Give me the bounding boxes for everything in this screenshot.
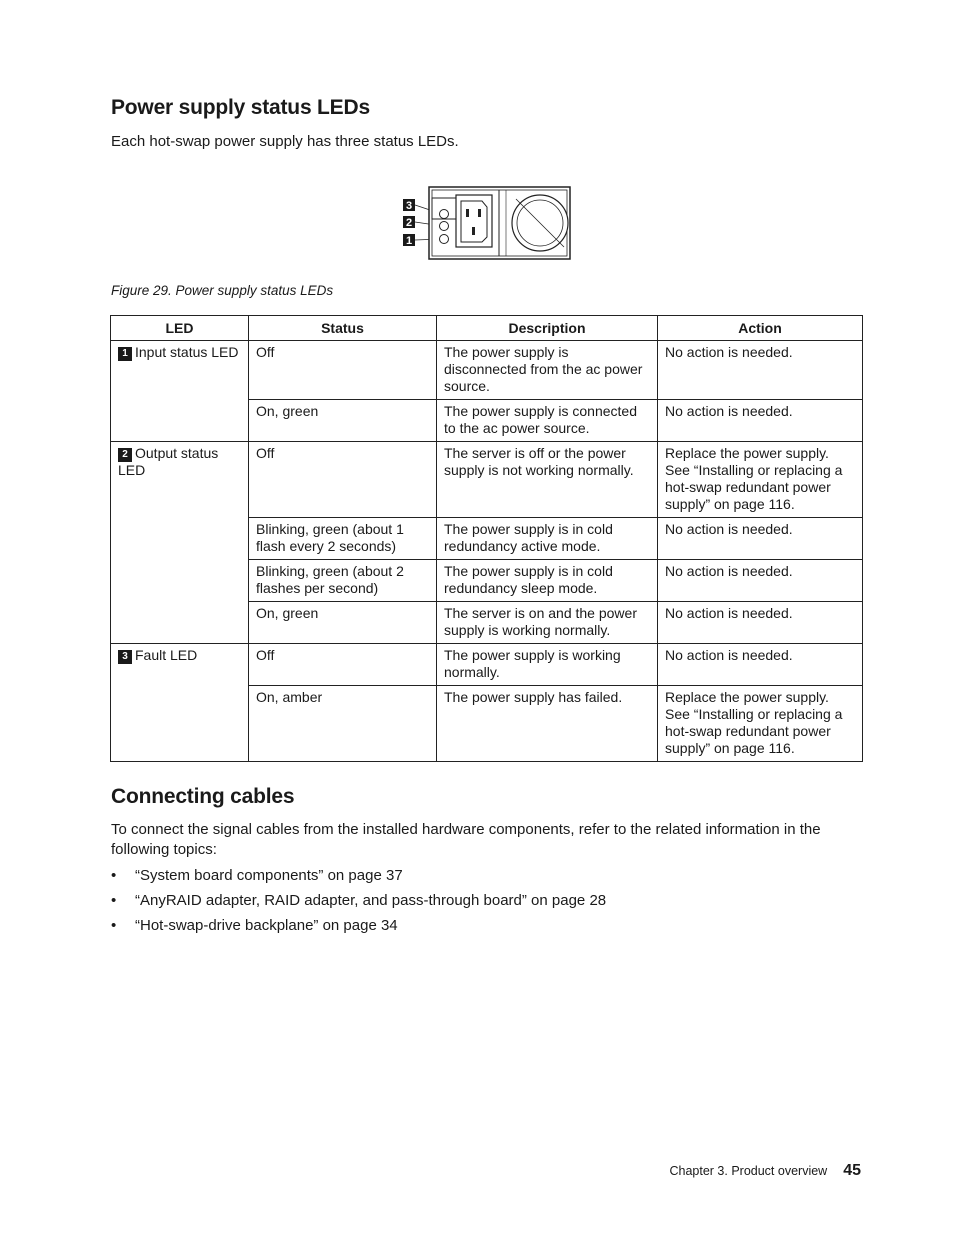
list-item bbox=[111, 866, 606, 891]
action-cell: No action is needed. bbox=[658, 560, 863, 602]
status-cell: Blinking, green (about 2 flashes per second) bbox=[249, 560, 437, 602]
description-cell: The power supply is in cold redundancy sleep mode. bbox=[437, 560, 658, 602]
led-cell bbox=[111, 644, 249, 762]
led-label: Fault LED bbox=[135, 647, 198, 663]
footer-chapter: Chapter 3. Product overview bbox=[669, 1164, 828, 1178]
callout-2 bbox=[403, 216, 415, 229]
status-cell: On, green bbox=[249, 602, 437, 644]
description-cell: The power supply is in cold redundancy active mode. bbox=[437, 518, 658, 560]
description-cell: The server is on and the power supply is working normally. bbox=[437, 602, 658, 644]
bullet: • bbox=[111, 917, 117, 934]
table-row bbox=[111, 341, 863, 400]
description-cell: The power supply is connected to the ac power source. bbox=[437, 400, 658, 442]
led-label: Output status LED bbox=[118, 445, 219, 478]
output-led-icon bbox=[440, 222, 449, 231]
status-cell: Blinking, green (about 1 flash every 2 seconds) bbox=[249, 518, 437, 560]
fault-led-icon bbox=[440, 210, 449, 219]
description-cell: The server is off or the power supply is not working normally. bbox=[437, 442, 658, 518]
led-cell bbox=[111, 442, 249, 644]
status-cell: Off bbox=[249, 341, 437, 400]
list-item bbox=[111, 891, 606, 916]
action-cell: No action is needed. bbox=[658, 644, 863, 686]
list-item bbox=[111, 916, 606, 941]
status-cell: Off bbox=[249, 442, 437, 518]
figure-caption: Figure 29. Power supply status LEDs bbox=[111, 283, 334, 298]
intro-paragraph: Each hot-swap power supply has three status LEDs. bbox=[111, 133, 459, 150]
led-label: Input status LED bbox=[135, 344, 239, 360]
svg-text:1: 1 bbox=[405, 235, 413, 247]
topic-link-raid-adapter[interactable]: “AnyRAID adapter, RAID adapter, and pass-through board” on page 28 bbox=[135, 892, 607, 909]
header-action: Action bbox=[658, 316, 863, 341]
status-cell: On, amber bbox=[249, 686, 437, 762]
led-number-badge: 3 bbox=[118, 650, 132, 664]
action-cell: No action is needed. bbox=[658, 400, 863, 442]
topic-link-backplane[interactable]: “Hot-swap-drive backplane” on page 34 bbox=[135, 917, 398, 934]
action-cell: No action is needed. bbox=[658, 518, 863, 560]
topic-link-system-board[interactable]: “System board components” on page 37 bbox=[135, 867, 403, 884]
power-supply-illustration bbox=[398, 184, 578, 266]
svg-text:2: 2 bbox=[405, 217, 413, 229]
power-supply-figure bbox=[398, 184, 578, 271]
callout-1 bbox=[403, 234, 415, 247]
action-cell: Replace the power supply. See “Installing or replacing a hot-swap redundant power supply” on page 116. bbox=[658, 442, 863, 518]
callout-3 bbox=[403, 199, 415, 212]
svg-text:3: 3 bbox=[405, 200, 413, 212]
description-cell: The power supply has failed. bbox=[437, 686, 658, 762]
bullet: • bbox=[111, 892, 117, 909]
status-cell: On, green bbox=[249, 400, 437, 442]
page-footer bbox=[669, 1162, 861, 1180]
page-number: 45 bbox=[843, 1162, 861, 1179]
description-cell: The power supply is disconnected from the ac power source. bbox=[437, 341, 658, 400]
section-title-connecting-cables: Connecting cables bbox=[111, 785, 295, 808]
table-header-row bbox=[111, 316, 863, 341]
led-number-badge: 2 bbox=[118, 448, 132, 462]
power-supply-led-table bbox=[110, 315, 863, 762]
action-cell: No action is needed. bbox=[658, 602, 863, 644]
status-cell: Off bbox=[249, 644, 437, 686]
bullet: • bbox=[111, 867, 117, 884]
input-led-icon bbox=[440, 235, 449, 244]
description-cell: The power supply is working normally. bbox=[437, 644, 658, 686]
header-description: Description bbox=[437, 316, 658, 341]
cables-intro-paragraph: To connect the signal cables from the installed hardware components, refer to the related information in the following topics: bbox=[111, 821, 821, 858]
topics-list bbox=[111, 866, 606, 941]
header-status: Status bbox=[249, 316, 437, 341]
section-title-power-supply-leds: Power supply status LEDs bbox=[111, 96, 370, 119]
led-cell bbox=[111, 341, 249, 442]
action-cell: Replace the power supply. See “Installing or replacing a hot-swap redundant power supply” on page 116. bbox=[658, 686, 863, 762]
led-number-badge: 1 bbox=[118, 347, 132, 361]
action-cell: No action is needed. bbox=[658, 341, 863, 400]
header-led: LED bbox=[111, 316, 249, 341]
table-row bbox=[111, 442, 863, 518]
table-row bbox=[111, 644, 863, 686]
